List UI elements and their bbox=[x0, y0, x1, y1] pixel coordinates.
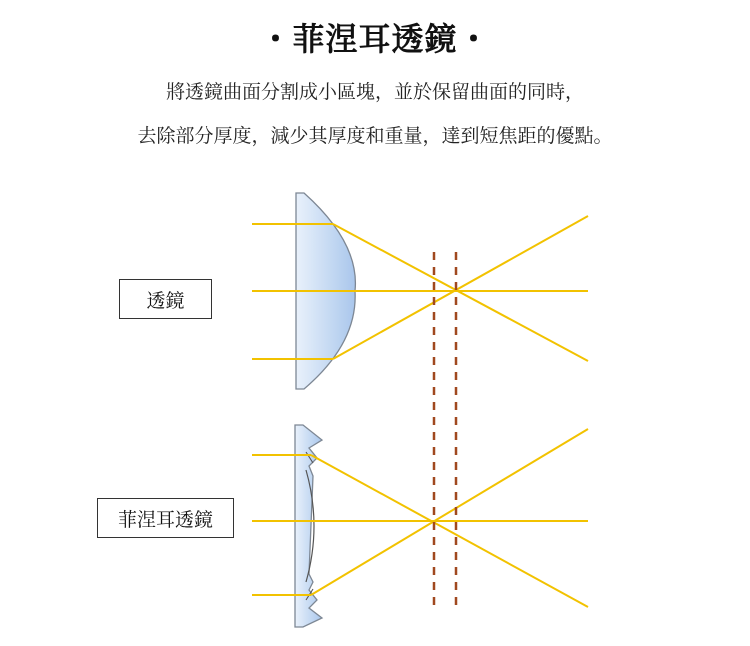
description-line-1: 將透鏡曲面分割成小區塊，並於保留曲面的同時， bbox=[165, 81, 584, 103]
page-title: ・菲涅耳透鏡・ bbox=[259, 20, 491, 58]
focal-lines bbox=[434, 252, 456, 606]
ray-top-out bbox=[333, 224, 588, 361]
fresnel-ray-top-out bbox=[311, 455, 588, 607]
fresnel-ray-bottom-out bbox=[311, 429, 588, 595]
description-line-2: 去除部分厚度，減少其厚度和重量，達到短焦距的優點。 bbox=[137, 125, 613, 147]
ray-bottom-out bbox=[333, 216, 588, 359]
label-normal-lens: 透鏡 bbox=[119, 279, 212, 319]
label-fresnel-lens: 菲涅耳透鏡 bbox=[97, 498, 234, 538]
